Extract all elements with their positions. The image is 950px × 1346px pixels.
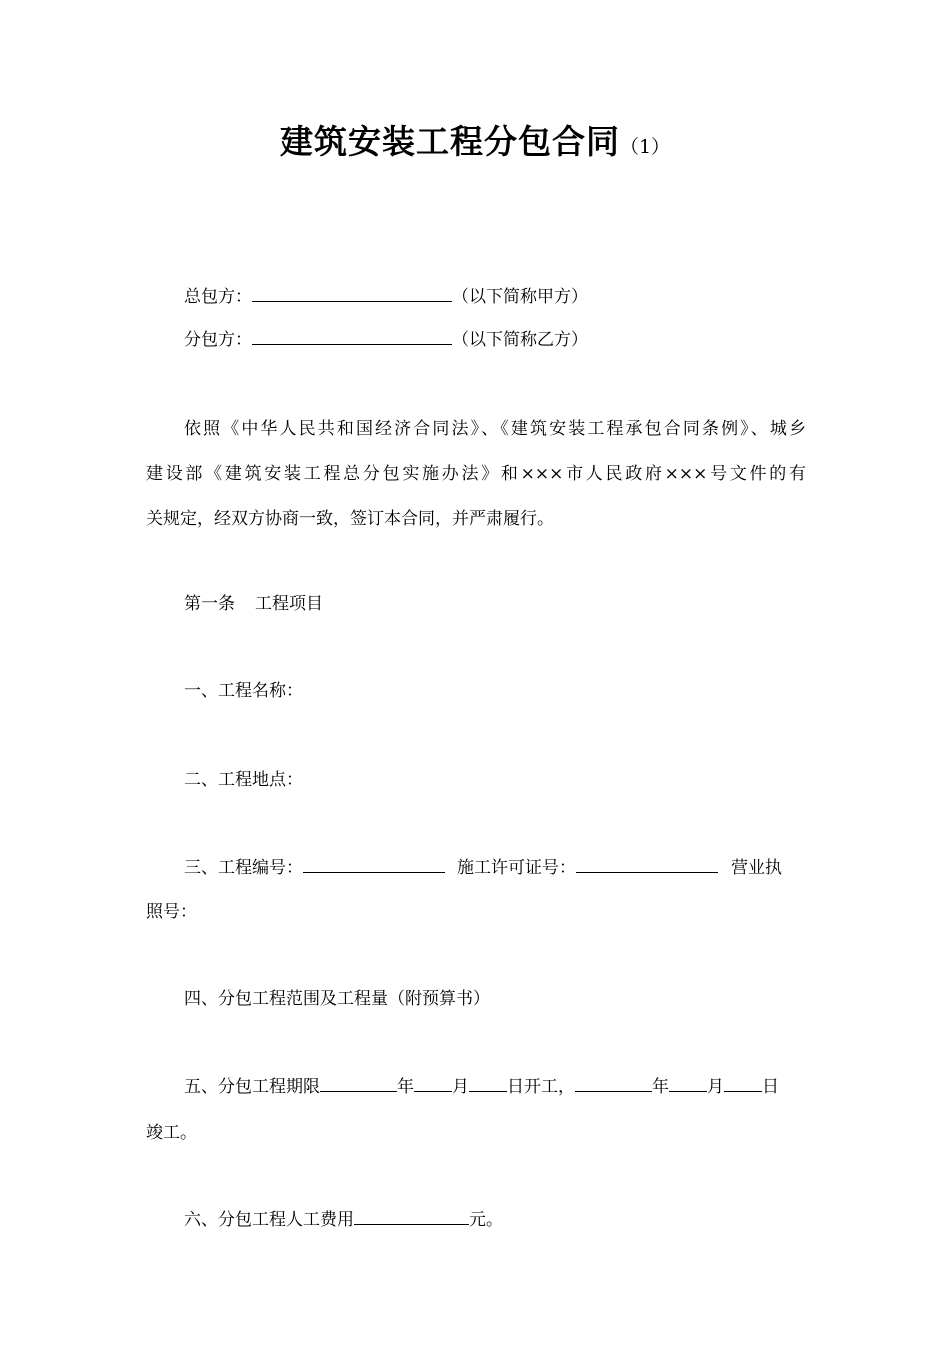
start-month-label: 月 xyxy=(452,1077,469,1097)
start-day-blank[interactable] xyxy=(469,1074,507,1092)
title-suffix: （1） xyxy=(619,136,671,158)
license-label-part1: 营业执 xyxy=(731,858,782,878)
general-contractor-label: 总包方： xyxy=(184,287,252,307)
start-year-label: 年 xyxy=(397,1077,414,1097)
completion-text: 竣工。 xyxy=(146,1123,197,1143)
item-project-location: 二、工程地点： xyxy=(184,770,303,790)
end-month-label: 月 xyxy=(707,1077,724,1097)
item-labor-cost-line xyxy=(146,1207,806,1233)
subcontractor-note: （以下简称乙方） xyxy=(452,330,588,350)
labor-cost-blank[interactable] xyxy=(354,1207,469,1225)
item-period-line xyxy=(146,1074,806,1100)
item-project-code-line xyxy=(146,855,806,881)
article-1-heading xyxy=(146,591,806,617)
document-title xyxy=(0,116,950,163)
subcontractor-label: 分包方： xyxy=(184,330,252,350)
permit-blank[interactable] xyxy=(576,855,718,873)
end-day-label: 日 xyxy=(762,1077,779,1097)
general-contractor-note: （以下简称甲方） xyxy=(452,287,588,307)
preamble-line-3: 关规定，经双方协商一致，签订本合同，并严肃履行。 xyxy=(146,509,554,529)
preamble-line-2: 建设部《建筑安装工程总分包实施办法》和×××市人民政府×××号文件的有 xyxy=(146,464,806,484)
article-1-title: 工程项目 xyxy=(255,594,323,614)
end-month-blank[interactable] xyxy=(669,1074,707,1092)
title-main: 建筑安装工程分包合同 xyxy=(279,122,620,161)
general-contractor-line xyxy=(146,284,806,310)
start-year-blank[interactable] xyxy=(320,1074,397,1092)
project-code-label: 三、工程编号： xyxy=(184,858,303,878)
end-day-blank[interactable] xyxy=(724,1074,762,1092)
permit-label: 施工许可证号： xyxy=(457,858,576,878)
license-label-part2: 照号： xyxy=(146,902,197,922)
currency-label: 元。 xyxy=(469,1210,503,1230)
end-year-label: 年 xyxy=(652,1077,669,1097)
end-year-blank[interactable] xyxy=(575,1074,652,1092)
start-month-blank[interactable] xyxy=(414,1074,452,1092)
subcontractor-blank[interactable] xyxy=(252,327,452,345)
general-contractor-blank[interactable] xyxy=(252,284,452,302)
project-code-blank[interactable] xyxy=(303,855,445,873)
labor-cost-label: 六、分包工程人工费用 xyxy=(184,1210,354,1230)
subcontractor-line xyxy=(146,327,806,353)
article-1-number: 第一条 xyxy=(184,594,235,614)
period-label: 五、分包工程期限 xyxy=(184,1077,320,1097)
item-project-name: 一、工程名称： xyxy=(184,681,303,701)
item-scope: 四、分包工程范围及工程量（附预算书） xyxy=(184,989,490,1009)
preamble-line-1: 依照《中华人民共和国经济合同法》、《建筑安装工程承包合同条例》、城乡 xyxy=(184,419,806,439)
start-day-label: 日开工， xyxy=(507,1077,575,1097)
